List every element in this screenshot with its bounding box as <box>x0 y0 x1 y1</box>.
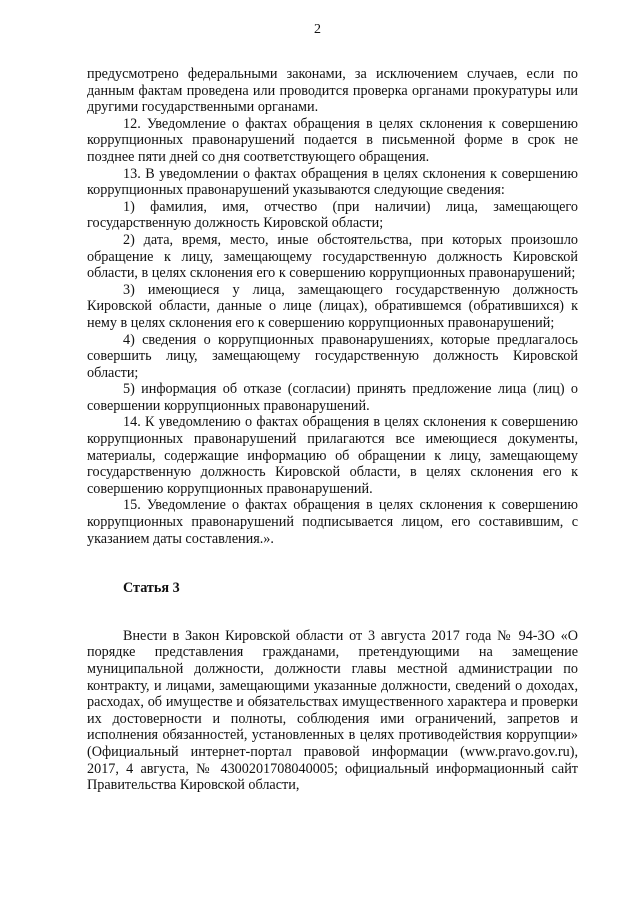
subitem-4: 4) сведения о коррупционных правонарушениях, которые предлагалось совершить лицу, замещающему государственную должность Кировской области; <box>87 331 578 381</box>
subitem-1: 1) фамилия, имя, отчество (при наличии) лица, замещающего государственную должность Кировской области; <box>87 198 578 232</box>
paragraph-item-15: 15. Уведомление о фактах обращения в целях склонения к совершению коррупционных правонарушений подписывается лицом, его составившим, с указанием даты составления.». <box>87 497 578 547</box>
subitem-5: 5) информация об отказе (согласии) принять предложение лица (лиц) о совершении коррупционных правонарушений. <box>87 381 578 414</box>
document-body <box>87 66 578 794</box>
paragraph-item-14: 14. К уведомлению о фактах обращения в целях склонения к совершению коррупционных правонарушений прилагаются все имеющиеся документы, материалы, содержащие информацию об обращении к лицу, замещающему государственную должность Кировской области, в целях склонения его к совершению коррупционных правонарушений. <box>87 414 578 497</box>
paragraph-continuation: предусмотрено федеральными законами, за исключением случаев, если по данным фактам проведена или проводится проверка органами прокуратуры или другими государственными органами. <box>87 66 578 116</box>
article-heading: Статья 3 <box>123 580 180 597</box>
page-number: 2 <box>314 22 321 37</box>
paragraph-item-12: 12. Уведомление о фактах обращения в целях склонения к совершению коррупционных правонарушений подается в письменной форме в срок не позднее пяти дней со дня соответствующего обращения. <box>87 115 578 165</box>
paragraph-item-13: 13. В уведомлении о фактах обращения в целях склонения к совершению коррупционных правонарушений указываются следующие сведения: <box>87 165 578 199</box>
subitem-3: 3) имеющиеся у лица, замещающего государственную должность Кировской области, данные о лице (лицах), обратившемся (обратившихся) к нему в целях склонения его к совершению коррупционных правонарушений; <box>87 281 578 331</box>
subitem-2: 2) дата, время, место, иные обстоятельства, при которых произошло обращение к лицу, замещающему государственную должность Кировской области, в целях склонения его к совершению коррупционных правонарушений; <box>87 231 578 282</box>
article-3-text: Внести в Закон Кировской области от 3 августа 2017 года № 94-ЗО «О порядке представления гражданами, претендующими на замещение муниципальной должности, должности главы местной администрации по контракту, и лицами, замещающими указанные должности, сведений о доходах, расходах, об имуществе и обязательствах имущественного характера и проверки их достоверности и полноты, соблюдения ими ограничений, запретов и исполнения обязанностей, установленных в целях противодействия коррупции» (Официальный интернет-портал правовой информации (www.pravo.gov.ru), 2017, 4 августа, № 4300201708040005; официальный информационный сайт Правительства Кировской области, <box>87 627 578 794</box>
